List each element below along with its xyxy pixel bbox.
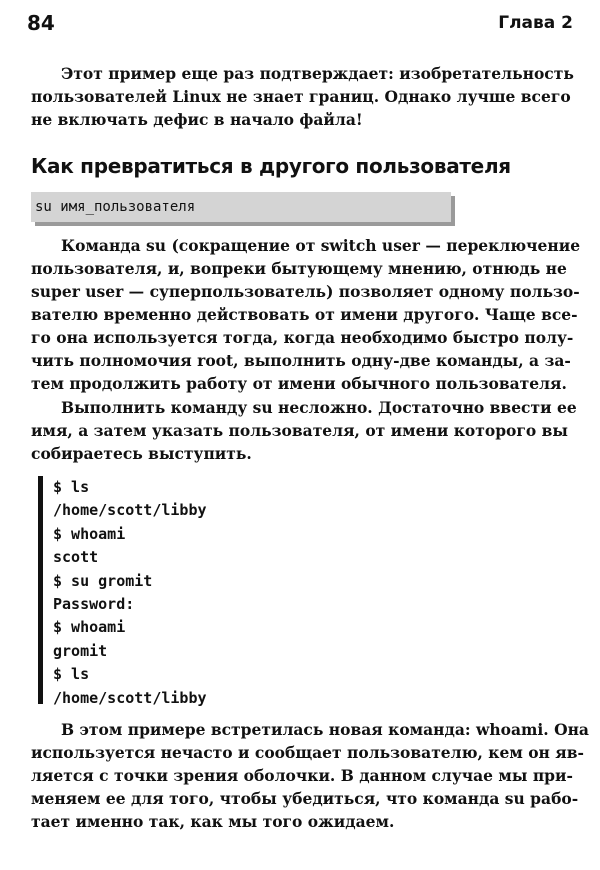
text-line: чить полномочия root, выполнить одну-две команды, а за- bbox=[31, 351, 571, 370]
su-description-paragraph bbox=[31, 234, 581, 395]
chapter-label: Глава 2 bbox=[498, 13, 573, 33]
command-syntax-box: su имя_пользователя bbox=[31, 192, 451, 222]
code-line: scott bbox=[53, 548, 99, 567]
code-line: /home/scott/libby bbox=[53, 501, 207, 520]
code-line: Password: bbox=[53, 595, 135, 614]
section-title: Как превратиться в другого пользователя bbox=[31, 154, 511, 178]
whoami-paragraph bbox=[31, 718, 589, 833]
text-line: го она используется тогда, когда необходимо быстро полу- bbox=[31, 328, 574, 347]
text-line: используется нечасто и сообщает пользователю, кем он яв- bbox=[31, 743, 584, 762]
intro-paragraph bbox=[31, 62, 574, 131]
code-line: $ ls bbox=[53, 665, 90, 684]
page-header bbox=[27, 8, 573, 38]
text-line: В этом примере встретилась новая команда: whoami. Она bbox=[61, 720, 589, 739]
text-line: не включать дефис в начало файла! bbox=[31, 110, 363, 129]
text-line: вателю временно действовать от имени другого. Чаще все- bbox=[31, 305, 578, 324]
su-usage-paragraph bbox=[31, 396, 577, 465]
text-line: меняем ее для того, чтобы убедиться, что команда su рабо- bbox=[31, 789, 579, 808]
code-line: gromit bbox=[53, 641, 108, 660]
text-line: ляется с точки зрения оболочки. В данном случае мы при- bbox=[31, 766, 573, 785]
code-line: $ whoami bbox=[53, 524, 126, 543]
text-line: Этот пример еще раз подтверждает: изобретательность bbox=[61, 64, 574, 83]
text-line: тем продолжить работу от имени обычного пользователя. bbox=[31, 374, 567, 393]
code-line: $ whoami bbox=[53, 618, 126, 637]
text-line: пользователей Linux не знает границ. Однако лучше всего bbox=[31, 87, 571, 106]
text-line: super user — суперпользователь) позволяет одному пользо- bbox=[31, 282, 580, 301]
code-line: $ su gromit bbox=[53, 571, 153, 590]
text-line: Команда su (сокращение от switch user — переключение bbox=[61, 236, 581, 255]
terminal-example bbox=[38, 476, 207, 707]
page-number: 84 bbox=[27, 11, 55, 35]
text-line: Выполнить команду su несложно. Достаточно ввести ее bbox=[61, 398, 577, 417]
text-line: собираетесь выступить. bbox=[31, 444, 252, 463]
code-line: $ ls bbox=[53, 478, 90, 496]
text-line: пользователя, и, вопреки бытующему мнению, отнюдь не bbox=[31, 259, 567, 278]
code-line: /home/scott/libby bbox=[53, 688, 207, 707]
text-line: тает именно так, как мы того ожидаем. bbox=[31, 812, 395, 831]
text-line: имя, а затем указать пользователя, от имени которого вы bbox=[31, 421, 568, 440]
